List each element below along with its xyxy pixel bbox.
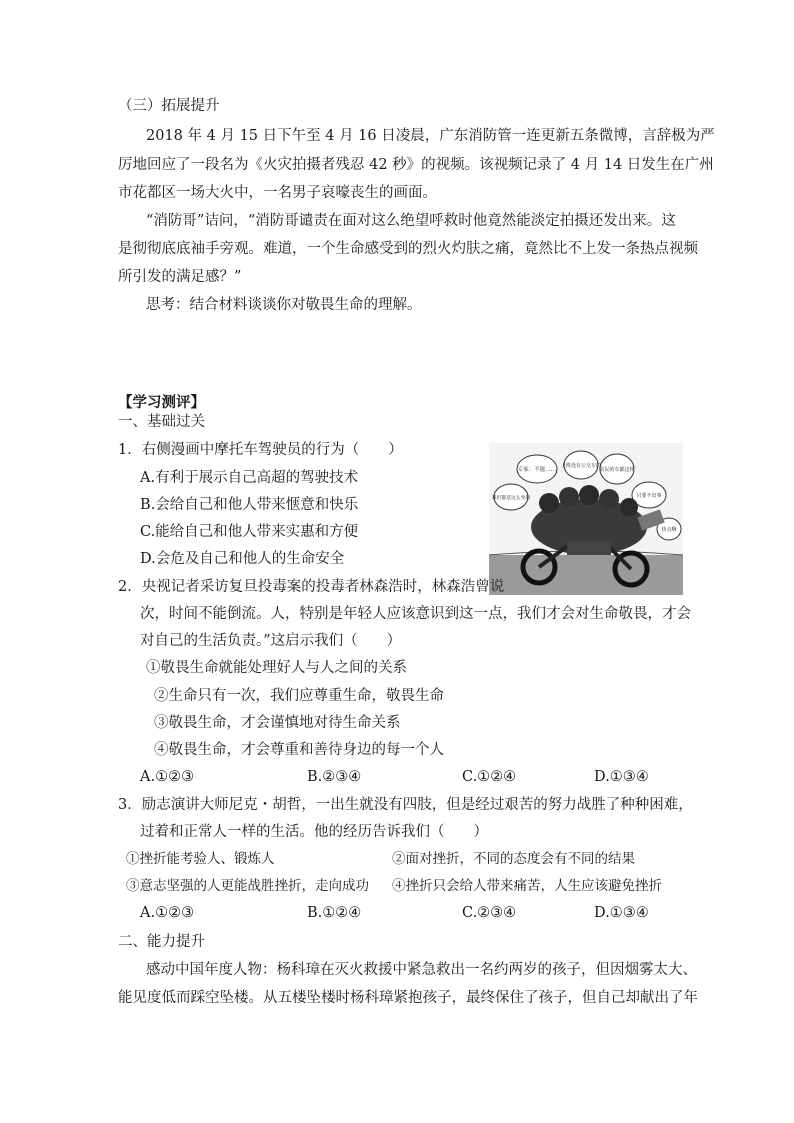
question-2-choice-d[interactable]: D.①③④ [594,769,649,785]
motorcycle-cartoon-drawing [489,443,683,595]
ability-section-heading: 二、能力提升 [118,934,205,950]
extension-question: 思考：结合材料谈谈你对敬畏生命的理解。 [146,297,422,313]
question-1-option-d[interactable]: D.会危及自己和他人的生命安全 [140,551,345,567]
bubble-text-5: 只要不出事 [636,493,662,499]
basic-section-heading: 一、基础过关 [118,414,205,430]
motorcycle-cartoon [489,443,683,595]
extension-paragraph-2-line-2: 是彻彻底底袖手旁观。难道，一个生命感受到的烈火灼肤之痛，竟然比不上发一条热点视频 [118,241,698,257]
question-2-statement-2: ②生命只有一次，我们应尊重生命，敬畏生命 [154,688,444,704]
question-2-statement-4: ④敬畏生命，才会尊重和善待身边的每一个人 [154,742,444,758]
bubble-text-2: 上班没有公交车的 [560,463,602,469]
question-2-choice-a[interactable]: A.①②③ [140,769,195,785]
extension-paragraph-1-line-2: 厉地回应了一段名为《火灾拍摄者残忍 42 秒》的视频。该视频记录了 4 月 14 日发生在广州 [118,157,714,173]
ability-paragraph-line-1: 感动中国年度人物：杨科璋在灭火救援中紧急救出一名约两岁的孩子，但因烟雾太大、 [146,962,697,978]
bubble-text-6: 快点啊 [661,527,677,533]
question-3-statement-3: ③意志坚强的人更能战胜挫折，走向成功 [126,878,369,894]
question-3-choice-d[interactable]: D.①③④ [594,905,649,921]
question-3-stem-line-1: 3．励志演讲大师尼克・胡哲，一出生就没有四肢，但是经过艰苦的努力战胜了种种困难， [118,797,693,813]
extension-paragraph-2-line-3: 所引发的满足感？” [118,269,242,285]
question-1-stem: 1．右侧漫画中摩托车驾驶员的行为（ ） [118,442,403,458]
assessment-heading: 【学习测评】 [118,394,205,411]
ability-paragraph-line-2: 能见度低而踩空坠楼。从五楼坠楼时杨科璋紧抱孩子，最终保住了孩子，但自己却献出了年 [118,990,698,1006]
question-3-statement-2: ②面对挫折，不同的态度会有不同的结果 [392,851,635,867]
question-2-stem-line-2: 次，时间不能倒流。人，特别是年轻人应该意识到这一点，我们才会对生命敬畏，才会 [140,606,691,622]
question-1-option-b[interactable]: B.会给自己和他人带来惬意和快乐 [140,497,359,513]
question-3-choice-c[interactable]: C.②③④ [462,905,517,921]
question-3-statement-1: ①挫折能考验人、锻炼人 [126,851,275,867]
extension-paragraph-1-line-1: 2018 年 4 月 15 日下午至 4 月 16 日凌晨，广东消防管一连更新五条微博，言辞极为严 [146,128,715,144]
question-2-statement-3: ③敬畏生命，才会谨慎地对待生命关系 [154,715,401,731]
question-3-choice-b[interactable]: B.①②④ [307,905,362,921]
question-3-choice-a[interactable]: A.①②③ [140,905,195,921]
bubble-text-1: 专家：不能…… [517,467,557,473]
bubble-text-3: 农民的车都这样 [599,467,635,473]
question-2-choice-b[interactable]: B.②③④ [307,769,362,785]
question-3-statement-4: ④挫折只会给人带来痛苦，人生应该避免挫折 [392,878,662,894]
question-2-statement-1: ①敬畏生命就能处理好人与人之间的关系 [146,660,407,676]
extension-paragraph-1-line-3: 市花都区一场大火中，一名男子哀嚎丧生的画面。 [118,185,437,201]
bubble-text-4: 我们都是这么坐的 [491,496,531,501]
extension-heading: （三）拓展提升 [118,98,220,114]
question-2-stem-line-3: 对自己的生活负责。”这启示我们（ ） [140,633,402,649]
question-1-option-c[interactable]: C.能给自己和他人带来实惠和方便 [140,524,359,540]
question-2-stem-line-1: 2．央视记者采访复旦投毒案的投毒者林森浩时，林森浩曾说 [118,579,505,595]
question-1-option-a[interactable]: A.有利于展示自己高超的驾驶技术 [140,470,359,486]
question-2-choice-c[interactable]: C.①②④ [462,769,517,785]
extension-paragraph-2-line-1: “消防哥”诘问，“消防哥谴责在面对这么绝望呼救时他竟然能淡定拍摄还发出来。这 [146,213,676,229]
question-3-stem-line-2: 过着和正常人一样的生活。他的经历告诉我们（ ） [140,824,488,840]
